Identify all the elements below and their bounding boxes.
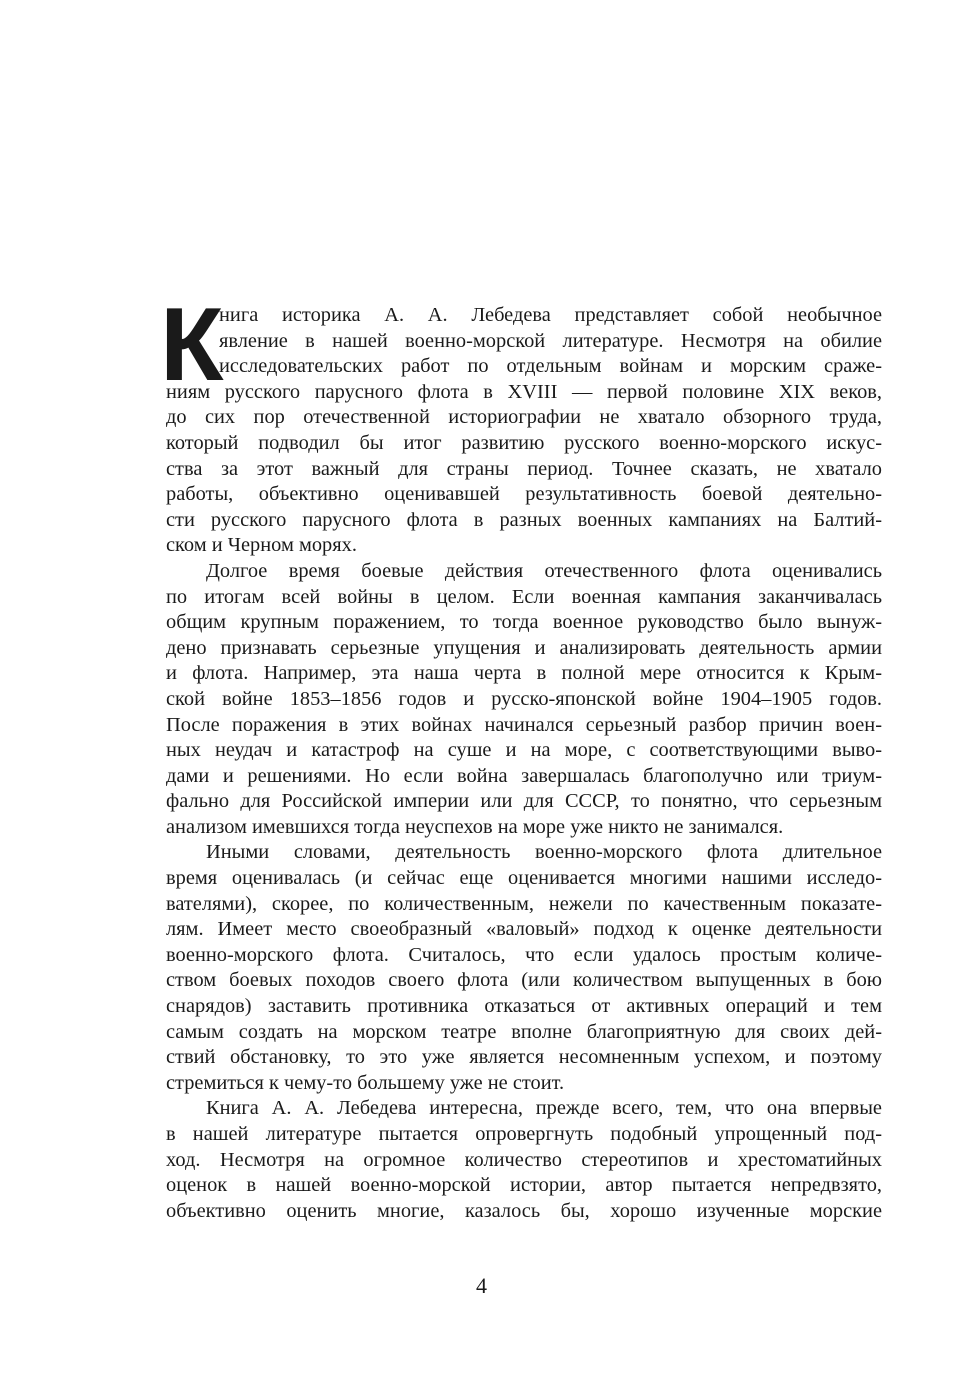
- text-line: военно-морского флота. Считалось, что если удалось простым количе-: [166, 943, 882, 966]
- drop-cap: К: [160, 287, 224, 403]
- text-line: сти русского парусного флота в разных военных кампаниях на Балтий-: [166, 508, 882, 531]
- text-line: дами и решениями. Но если война завершалась благополучно или триум-: [166, 764, 882, 787]
- text-line: лям. Имеет место своеобразный «валовый» подход к оценке деятельности: [166, 918, 882, 941]
- body-text: [160, 287, 882, 1224]
- text-line: работы, объективно оценивавшей результативность боевой деятельно-: [166, 483, 882, 506]
- text-line: ской войне 1853–1856 годов и русско-японской войне 1904–1905 годов.: [166, 687, 882, 710]
- text-line: явление в нашей военно-морской литературе. Несмотря на обилие: [219, 329, 882, 352]
- text-line: ском и Черном морях.: [166, 534, 357, 557]
- text-line: ством боевых походов своего флота (или количеством выпущенных в бою: [166, 969, 882, 992]
- text-line: время оценивалась (и сейчас еще оценивается многими нашими исследо-: [166, 867, 882, 890]
- text-line: дено признавать серьезные упущения и анализировать деятельность армии: [166, 636, 882, 659]
- text-line: снарядов) заставить противника отказаться от активных операций и тем: [166, 995, 882, 1018]
- page-number: 4: [476, 1273, 487, 1298]
- text-line: исследовательских работ по отдельным войнам и морским сраже-: [219, 355, 882, 378]
- text-line: стремиться к чему-то большему уже не стоит.: [166, 1071, 565, 1094]
- text-line: ствий обстановку, то это уже является несомненным успехом, и поэтому: [166, 1046, 882, 1069]
- text-line: ства за этот важный для страны период. Точнее сказать, не хватало: [166, 457, 882, 480]
- text-line: Иными словами, деятельность военно-морского флота длительное: [206, 841, 882, 864]
- text-line: по итогам всей войны в целом. Если военная кампания заканчивалась: [166, 585, 882, 608]
- text-line: ных неудач и катастроф на суше и на море, с соответствующими выво-: [166, 739, 882, 762]
- text-line: вателями), скорее, по количественным, нежели по качественным показате-: [166, 892, 882, 915]
- text-line: самым создать на морском театре вполне благоприятную для своих дей-: [166, 1020, 882, 1043]
- paragraph-4: [166, 1096, 882, 1224]
- text-line: до сих пор отечественной историографии не хватало обзорного труда,: [166, 406, 882, 429]
- text-line: в нашей литературе пытается опровергнуть подобный упрощенный под-: [166, 1123, 882, 1145]
- paragraph-3: [166, 840, 882, 1096]
- text-line: ниям русского парусного флота в XVIII — первой половине XIX веков,: [166, 380, 882, 403]
- text-line: Долгое время боевые действия отечественного флота оценивались: [206, 559, 882, 582]
- text-line: фально для Российской империи или для СССР, то понятно, что серьезным: [166, 790, 882, 813]
- text-line: и флота. Например, эта наша черта в полной мере относится к Крым-: [166, 662, 882, 685]
- paragraph-1: [166, 303, 882, 559]
- text-line: общим крупным поражением, то тогда военное руководство было вынуж-: [166, 611, 882, 634]
- text-line: который подводил бы итог развитию русского военно-морского искус-: [166, 431, 882, 454]
- paragraph-2: [166, 559, 882, 841]
- text-line: оценок в нашей военно-морской истории, автор пытается непредвзято,: [166, 1174, 882, 1197]
- text-line: ход. Несмотря на огромное количество стереотипов и хрестоматийных: [166, 1148, 882, 1171]
- text-line: нига историка А. А. Лебедева представляет собой необычное: [219, 304, 882, 326]
- text-line: объективно оценить многие, казалось бы, хорошо изученные морские: [166, 1199, 882, 1222]
- text-line: После поражения в этих войнах начинался серьезный разбор причин воен-: [166, 713, 882, 736]
- text-line: анализом имевшихся тогда неуспехов на море уже никто не занимался.: [166, 815, 784, 838]
- text-line: Книга А. А. Лебедева интересна, прежде всего, тем, что она впервые: [206, 1097, 882, 1120]
